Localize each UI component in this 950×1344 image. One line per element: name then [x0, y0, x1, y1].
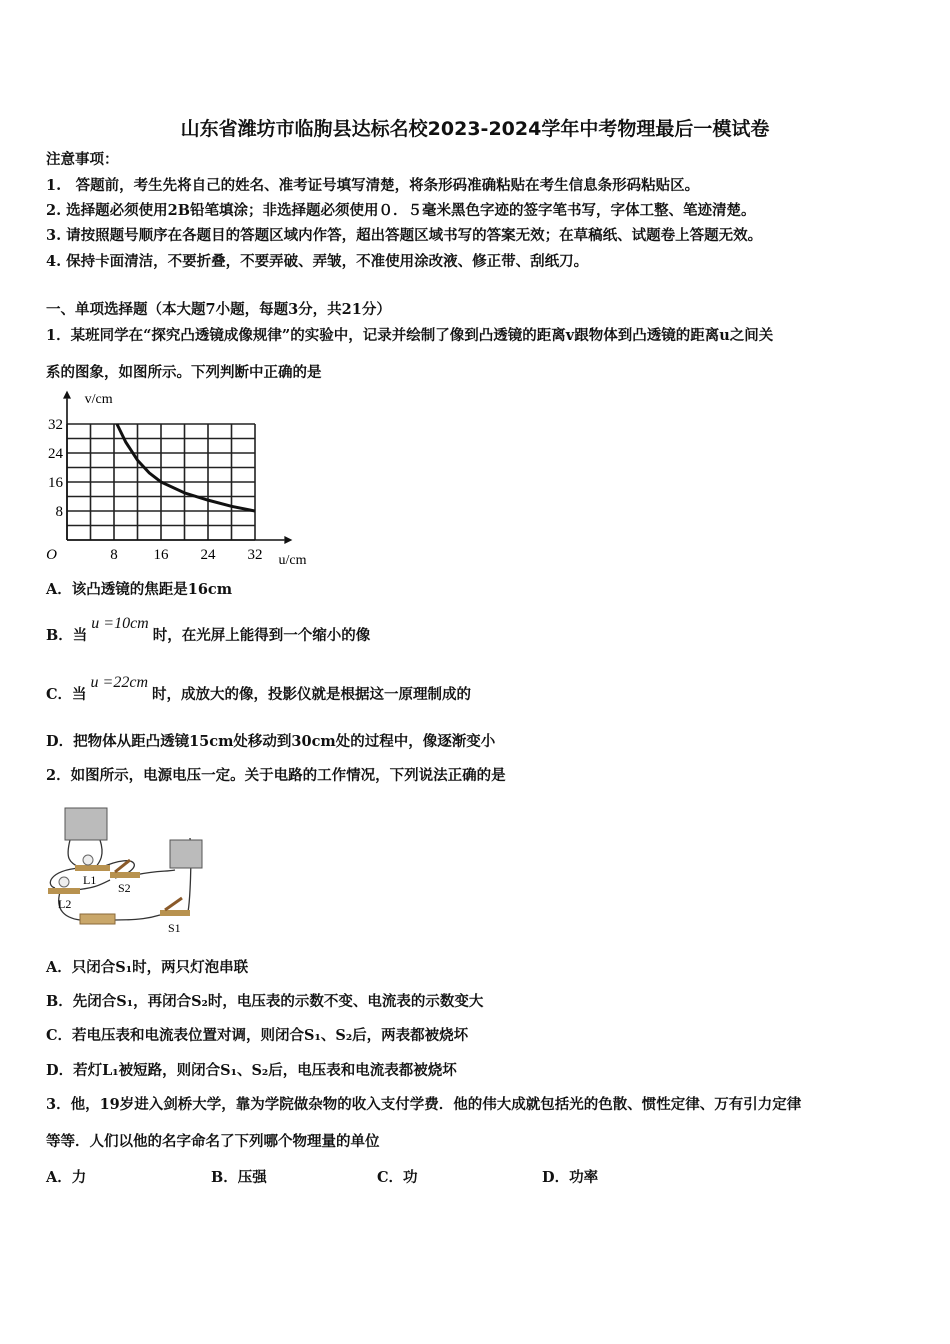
- option-label: C．当: [46, 686, 87, 703]
- x-tick-label: 32: [247, 547, 263, 563]
- x-tick-label: 24: [200, 547, 216, 563]
- x-tick-label: 8: [110, 547, 118, 563]
- x-axis-label: u/cm: [278, 553, 307, 568]
- ammeter-icon: [170, 840, 202, 868]
- battery-icon: [80, 914, 115, 924]
- q2-stem: 2．如图所示，电源电压一定。关于电路的工作情况，下列说法正确的是: [46, 767, 506, 784]
- label-l2: L2: [58, 897, 72, 911]
- x-tick-label: 16: [153, 547, 169, 563]
- q2-option-d: D．若灯L₁被短路，则闭合S₁、S₂后，电压表和电流表都被烧坏: [46, 1062, 457, 1079]
- circuit-diagram: [40, 800, 260, 945]
- y-tick-label: 24: [48, 446, 63, 462]
- label-s2: S2: [118, 881, 131, 895]
- q1-stem: 1．某班同学在“探究凸透镜成像规律”的实验中，记录并绘制了像到凸透镜的距离v跟物体到凸透镜的距离u之间关: [46, 327, 774, 344]
- bulb-l2-icon: [48, 888, 80, 894]
- q1-stem-cont: 系的图象，如图所示。下列判断中正确的是: [46, 364, 322, 381]
- q3-option-a: A．力: [46, 1169, 87, 1186]
- math-expression: u =10cm: [91, 615, 149, 632]
- switch-s1-icon: [160, 910, 190, 916]
- q3-option-c: C．功: [377, 1169, 418, 1186]
- notice-item: 3. 请按照题号顺序在各题目的答题区域内作答，超出答题区域书写的答案无效；在草稿纸、试题卷上答题无效。: [46, 227, 763, 244]
- q1-option-a: A．该凸透镜的焦距是16cm: [46, 581, 233, 598]
- origin-label: O: [46, 547, 57, 563]
- notice-heading: 注意事项：: [46, 151, 119, 168]
- y-tick-label: 8: [55, 504, 63, 520]
- notice-item: 4. 保持卡面清洁，不要折叠，不要弄破、弄皱，不准使用涂改液、修正带、刮纸刀。: [46, 253, 589, 270]
- switch-s2-icon: [110, 872, 140, 878]
- q3-option-b: B．压强: [211, 1169, 267, 1186]
- label-l1: L1: [83, 873, 97, 887]
- page-title: 山东省潍坊市临朐县达标名校2023-2024学年中考物理最后一模试卷: [180, 118, 770, 140]
- notice-item: 2. 选择题必须使用2B铅笔填涂；非选择题必须使用０．５毫米黑色字迹的签字笔书写，字体工整、笔迹清楚。: [46, 202, 756, 219]
- bulb-l1-icon: [75, 865, 110, 871]
- label-s1: S1: [168, 921, 181, 935]
- option-label: B．当: [46, 627, 88, 644]
- x-axis-arrow: [284, 536, 292, 544]
- option-text: 时，成放大的像，投影仪就是根据这一原理制成的: [152, 686, 471, 703]
- notice-item: 1. 答题前，考生先将自己的姓名、准考证号填写清楚，将条形码准确粘贴在考生信息条形码粘贴区。: [46, 177, 700, 194]
- option-text: 时，在光屏上能得到一个缩小的像: [152, 627, 371, 644]
- section-heading: 一、单项选择题（本大题7小题，每题3分，共21分）: [46, 301, 391, 318]
- q3-stem: 3．他，19岁进入剑桥大学，靠为学院做杂物的收入支付学费．他的伟大成就包括光的色散、惯性定律、万有引力定律: [46, 1096, 802, 1113]
- q3-stem-cont: 等等．人们以他的名字命名了下列哪个物理量的单位: [46, 1133, 380, 1150]
- q3-option-d: D．功率: [542, 1169, 599, 1186]
- y-tick-label: 16: [48, 475, 63, 491]
- q2-option-c: C．若电压表和电流表位置对调，则闭合S₁、S₂后，两表都被烧坏: [46, 1027, 469, 1044]
- voltmeter-icon: [65, 808, 107, 840]
- q2-option-b: B．先闭合S₁，再闭合S₂时，电压表的示数不变、电流表的示数变大: [46, 993, 484, 1010]
- q2-option-a: A．只闭合S₁时，两只灯泡串联: [46, 959, 249, 976]
- q1-option-d: D．把物体从距凸透镜15cm处移动到30cm处的过程中，像逐渐变小: [46, 733, 496, 750]
- math-expression: u =22cm: [90, 674, 148, 691]
- q1-option-b: [46, 615, 371, 646]
- y-axis-label: v/cm: [84, 392, 113, 407]
- y-tick-label: 32: [48, 417, 63, 433]
- q1-option-c: [46, 674, 471, 705]
- v-u-graph: [40, 390, 330, 570]
- y-axis-arrow: [63, 391, 71, 399]
